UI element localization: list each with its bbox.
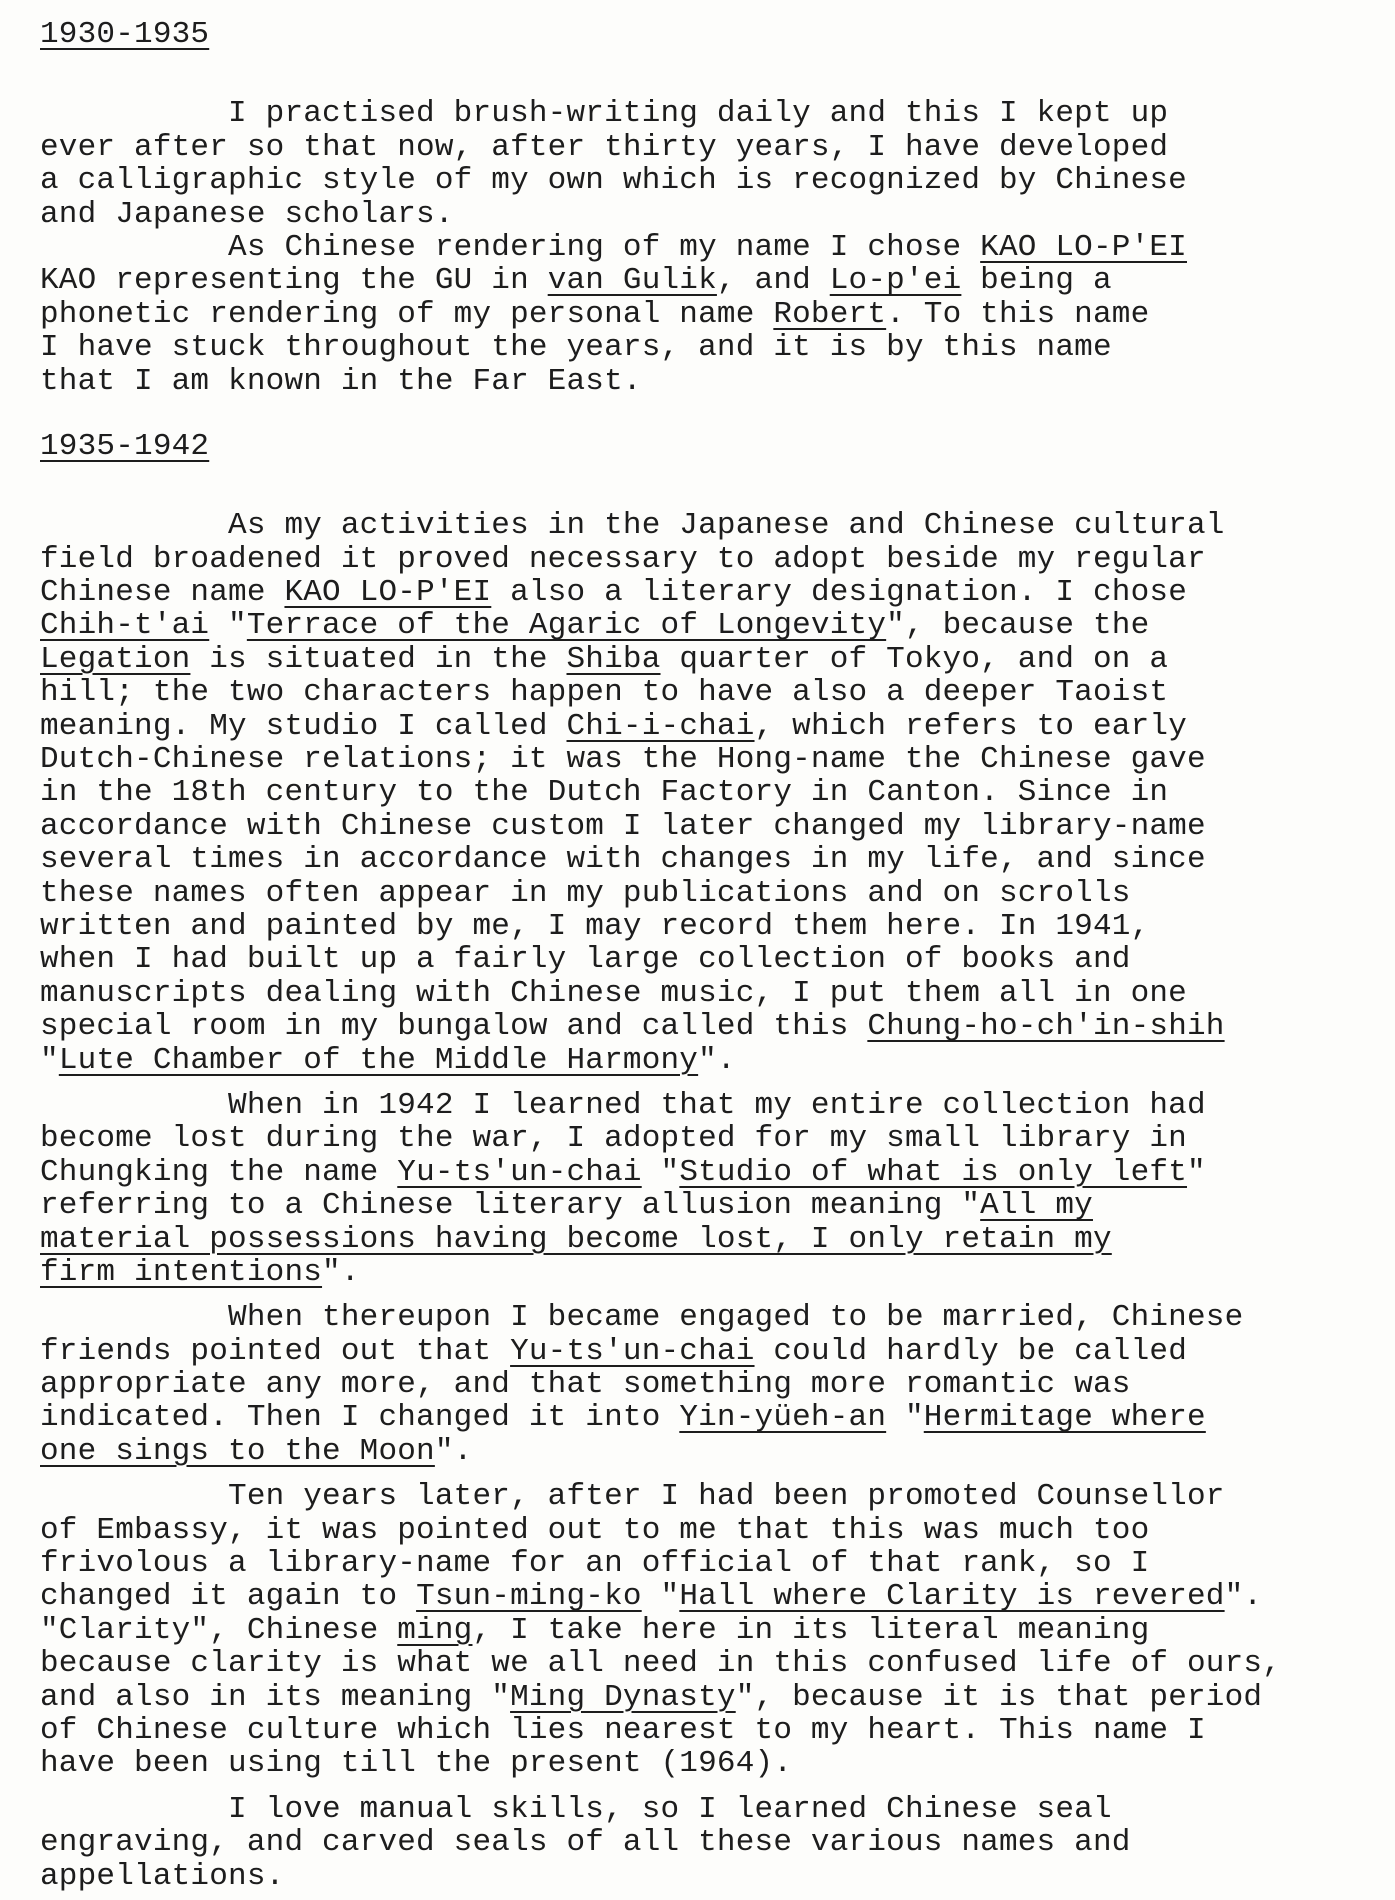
text-line [40, 643, 1360, 676]
text-segment: KAO representing the GU in [40, 263, 548, 299]
text-line [40, 1480, 1360, 1513]
text-segment: When in 1942 I learned that my entire collection had [40, 1087, 1206, 1123]
text-segment: " [1187, 1154, 1206, 1190]
text-segment: of Embassy, it was pointed out to me that this was much too [40, 1512, 1150, 1548]
text-line [40, 910, 1360, 943]
text-segment: ". [322, 1254, 360, 1290]
text-segment: accordance with Chinese custom I later changed my library-name [40, 808, 1206, 844]
text-line [40, 1747, 1360, 1780]
text-segment: referring to a Chinese literary allusion meaning " [40, 1188, 981, 1224]
text-line [40, 1401, 1360, 1434]
text-segment: because clarity is what we all need in this confused life of ours, [40, 1646, 1281, 1682]
text-segment: , which refers to early [754, 708, 1188, 744]
underlined-term: Tsun-ming-ko [416, 1579, 642, 1615]
text-line [40, 1860, 1360, 1893]
text-line [40, 1044, 1360, 1077]
text-segment: When thereupon I became engaged to be married, Chinese [40, 1300, 1244, 1336]
underlined-term: Chi-i-chai [566, 708, 755, 744]
text-segment: being a [961, 263, 1112, 299]
text-line [40, 877, 1360, 910]
text-segment: " [886, 1400, 924, 1436]
text-segment: these names often appear in my publications and on scrolls [40, 875, 1131, 911]
text-segment: when I had built up a fairly large collection of books and [40, 942, 1131, 978]
text-segment: " [641, 1579, 680, 1615]
text-segment: manuscripts dealing with Chinese music, I put them all in one [40, 975, 1187, 1011]
text-line [40, 710, 1360, 743]
text-line [40, 1435, 1360, 1468]
text-line [40, 1223, 1360, 1256]
text-line [40, 1514, 1360, 1547]
text-segment: and also in its meaning " [40, 1679, 511, 1715]
underlined-term: ming [397, 1612, 473, 1648]
text-line [40, 97, 1360, 130]
text-segment: Dutch-Chinese relations; it was the Hong-name the Chinese gave [40, 742, 1206, 778]
text-segment: Chungking the name [40, 1154, 398, 1190]
text-line [40, 543, 1360, 576]
text-segment: I love manual skills, so I learned Chinese seal [40, 1791, 1112, 1827]
underlined-term: Chung-ho-ch'in-shih [867, 1009, 1225, 1045]
text-segment: . To this name [886, 296, 1150, 332]
text-line [40, 231, 1360, 264]
text-segment: have been using till the present (1964). [40, 1746, 793, 1782]
text-segment: quarter of Tokyo, and on a [660, 641, 1169, 677]
section-heading: 1930-1935 [40, 17, 210, 52]
text-line [40, 843, 1360, 876]
text-segment: As my activities in the Japanese and Chinese cultural [40, 508, 1225, 544]
text-segment: and Japanese scholars. [40, 196, 454, 232]
text-segment: written and painted by me, I may record them here. In 1941, [40, 908, 1150, 944]
text-segment: indicated. Then I changed it into [40, 1400, 680, 1436]
text-segment: , I take here in its literal meaning [472, 1612, 1150, 1648]
text-line [40, 1335, 1360, 1368]
underlined-term: van Gulik [547, 263, 717, 299]
text-segment: " [209, 608, 247, 644]
text-segment: also a literary designation. I chose [491, 575, 1188, 611]
text-segment: of Chinese culture which lies nearest to my heart. This name I [40, 1712, 1206, 1748]
text-segment: phonetic rendering of my personal name [40, 296, 774, 332]
text-line [40, 331, 1360, 364]
underlined-term: firm intentions [40, 1254, 323, 1290]
underlined-term: Terrace of the Agaric of Longevity [246, 608, 887, 644]
document-body [40, 18, 1360, 1893]
underlined-term: Hermitage where [923, 1400, 1206, 1436]
underlined-term: All my [980, 1188, 1093, 1224]
text-line [40, 131, 1360, 164]
text-segment: friends pointed out that [40, 1333, 511, 1369]
text-segment: Ten years later, after I had been promoted Counsellor [40, 1479, 1225, 1515]
text-segment: ". [434, 1433, 473, 1469]
text-segment: special room in my bungalow and called this [40, 1009, 868, 1045]
text-line [40, 977, 1360, 1010]
text-segment: , and [716, 263, 830, 299]
underlined-term: KAO LO-P'EI [284, 575, 492, 611]
text-line [40, 1826, 1360, 1859]
text-segment: " [40, 1042, 59, 1078]
text-line [40, 1580, 1360, 1613]
text-segment: ever after so that now, after thirty years, I have developed [40, 129, 1169, 165]
text-line [40, 1122, 1360, 1155]
text-segment: changed it again to [40, 1579, 417, 1615]
text-segment: I have stuck throughout the years, and it is by this name [40, 330, 1112, 366]
text-line [40, 1368, 1360, 1401]
underlined-term: Lute Chamber of the Middle Harmony [58, 1042, 699, 1078]
text-line [40, 1614, 1360, 1647]
text-line [40, 743, 1360, 776]
text-segment: several times in accordance with changes in my life, and since [40, 842, 1206, 878]
text-line [40, 365, 1360, 398]
text-line [40, 1714, 1360, 1747]
underlined-term: one sings to the Moon [40, 1433, 435, 1469]
text-line [40, 1547, 1360, 1580]
text-line [40, 1256, 1360, 1289]
paragraph [40, 1793, 1360, 1893]
text-segment: I practised brush-writing daily and this I kept up [40, 96, 1169, 132]
paragraph [40, 97, 1360, 398]
text-line [40, 1647, 1360, 1680]
text-segment: frivolous a library-name for an official of that rank, so I [40, 1546, 1150, 1582]
text-line [40, 810, 1360, 843]
underlined-term: Ming Dynasty [510, 1679, 736, 1715]
text-segment: As Chinese rendering of my name I chose [40, 229, 981, 265]
underlined-term: Shiba [566, 641, 661, 677]
text-line [40, 1010, 1360, 1043]
underlined-term: Yin-yüeh-an [679, 1400, 887, 1436]
section-heading: 1935-1942 [40, 428, 210, 464]
underlined-term: Legation [40, 641, 191, 677]
underlined-term: KAO LO-P'EI [980, 229, 1187, 265]
text-line [40, 609, 1360, 642]
paragraph [40, 1480, 1360, 1781]
text-line [40, 164, 1360, 197]
text-line [40, 676, 1360, 709]
text-line [40, 943, 1360, 976]
text-segment: appellations. [40, 1858, 285, 1894]
text-segment: meaning. My studio I called [40, 708, 567, 744]
text-line [40, 1089, 1360, 1122]
text-segment: that I am known in the Far East. [40, 363, 642, 399]
text-line [40, 1189, 1360, 1222]
underlined-term: Yu-ts'un-chai [397, 1154, 642, 1190]
text-segment: a calligraphic style of my own which is recognized by Chinese [40, 163, 1187, 199]
text-segment: engraving, and carved seals of all these various names and [40, 1825, 1131, 1861]
text-segment: in the 18th century to the Dutch Factory in Canton. Since in [40, 775, 1169, 811]
text-segment: " [641, 1154, 680, 1190]
text-segment: is situated in the [190, 641, 567, 677]
text-line [40, 1793, 1360, 1826]
text-segment: Chinese name [40, 575, 285, 611]
paragraph [40, 1301, 1360, 1468]
underlined-term: Yu-ts'un-chai [510, 1333, 755, 1369]
text-line [40, 776, 1360, 809]
text-segment: ". [698, 1042, 736, 1078]
text-line [40, 264, 1360, 297]
text-segment: ". [1224, 1579, 1263, 1615]
text-line [40, 198, 1360, 231]
text-line [40, 1156, 1360, 1189]
text-line [40, 1681, 1360, 1714]
underlined-term: Robert [773, 296, 887, 332]
text-segment: ", because the [886, 608, 1150, 644]
text-segment: ", because it is that period [735, 1679, 1263, 1715]
paragraph [40, 1089, 1360, 1289]
text-segment: become lost during the war, I adopted for my small library in [40, 1121, 1187, 1157]
paragraph [40, 509, 1360, 1077]
text-line [40, 576, 1360, 609]
underlined-term: Hall where Clarity is revered [679, 1579, 1225, 1615]
text-segment: "Clarity", Chinese [40, 1612, 398, 1648]
underlined-term: Studio of what is only left [679, 1154, 1188, 1190]
text-segment: appropriate any more, and that something more romantic was [40, 1367, 1131, 1403]
text-segment: field broadened it proved necessary to adopt beside my regular [40, 541, 1206, 577]
text-line [40, 1301, 1360, 1334]
underlined-term: Lo-p'ei [829, 263, 962, 299]
underlined-term: material possessions having become lost, I only retain my [40, 1221, 1112, 1257]
text-segment: could hardly be called [754, 1333, 1188, 1369]
underlined-term: Chih-t'ai [40, 608, 210, 644]
text-line [40, 298, 1360, 331]
text-line [40, 509, 1360, 542]
text-segment: hill; the two characters happen to have also a deeper Taoist [40, 675, 1169, 711]
